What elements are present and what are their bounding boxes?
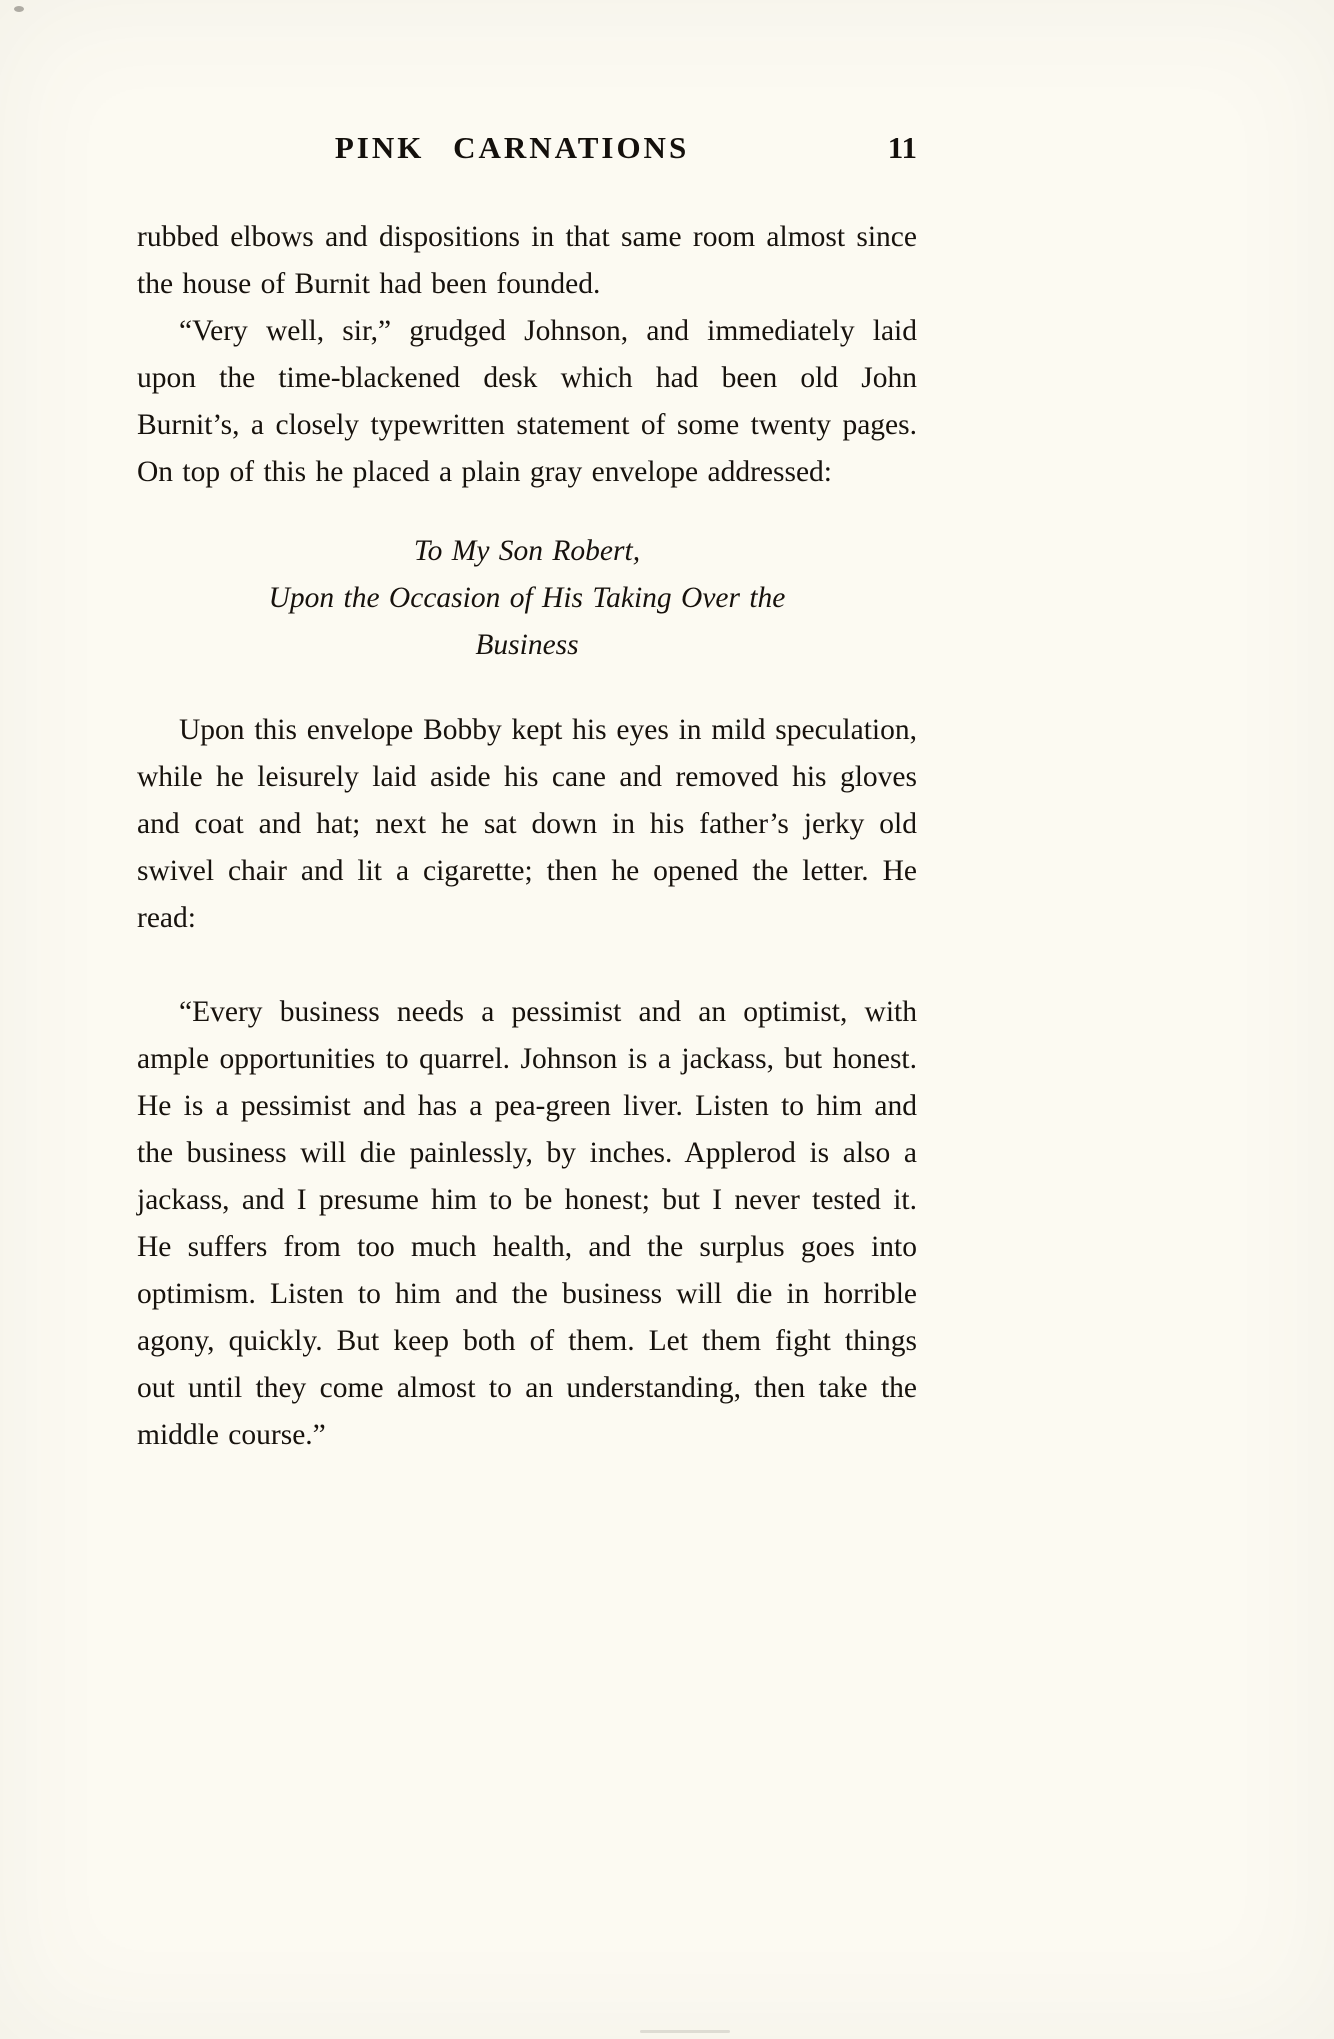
body-text — [137, 214, 917, 1459]
paragraph: “Very well, sir,” grudged Johnson, and immediately laid upon the time-blackened desk which had been old John Burnit’s, a closely typewritten statement of some twenty pages. On top of this he placed a plain gray envelope addressed: — [137, 315, 917, 488]
scan-artifact — [14, 6, 24, 12]
envelope-line-2: Upon the Occasion of His Taking Over the — [268, 582, 786, 614]
envelope-line-3: Business — [475, 629, 579, 661]
page-header — [137, 130, 917, 172]
envelope-address — [137, 528, 917, 669]
running-title: PINK CARNATIONS — [334, 130, 690, 165]
page-number: 11 — [887, 130, 917, 165]
page-content — [137, 130, 917, 1459]
paragraph-continuation: rubbed elbows and dispositions in that same room almost since the house of Burnit had been founded. — [137, 221, 917, 300]
paragraph: Upon this envelope Bobby kept his eyes in mild speculation, while he leisurely laid aside his cane and removed his gloves and coat and hat; next he sat down in his father’s jerky old swivel chair and lit a cigarette; then he opened the letter. He read: — [137, 714, 917, 934]
scan-artifact — [640, 2030, 730, 2033]
envelope-line-1: To My Son Robert, — [413, 535, 641, 567]
paragraph-letter-quote: “Every business needs a pessimist and an optimist, with ample opportunities to quarrel. Johnson is a jackass, but honest. He is a pessimist and has a pea-green liver. Listen to him and the business will die painlessly, by inches. Applerod is also a jackass, and I presume him to be honest; but I never tested it. He suffers from too much health, and the surplus goes into optimism. Listen to him and the business will die in horrible agony, quickly. But keep both of them. Let them fight things out until they come almost to an understanding, then take the middle course.” — [137, 996, 917, 1451]
